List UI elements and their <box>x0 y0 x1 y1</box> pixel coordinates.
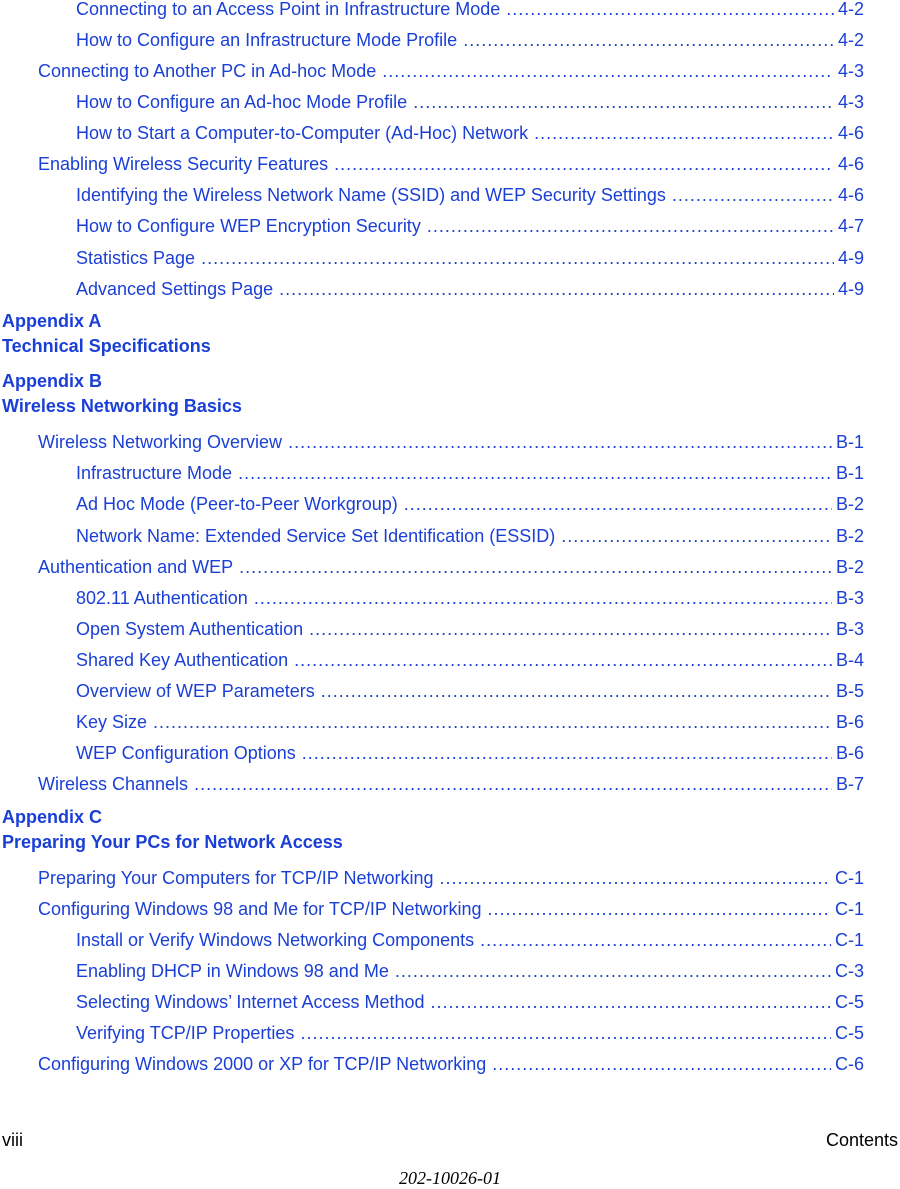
toc-entry-page: B-1 <box>835 463 864 483</box>
toc-entry-title: How to Configure an Infrastructure Mode Profile <box>76 30 458 50</box>
dot-leader <box>334 152 834 176</box>
toc-entry-title: How to Start a Computer-to-Computer (Ad-Hoc) Network <box>76 123 529 143</box>
toc-entry-title: How to Configure WEP Encryption Security <box>76 216 421 236</box>
appendix-label: Appendix C <box>2 807 103 827</box>
toc-entry-title: Enabling DHCP in Windows 98 and Me <box>76 961 389 981</box>
toc-entry[interactable] <box>76 121 864 145</box>
toc-entry[interactable] <box>76 183 864 207</box>
dot-leader <box>153 710 832 734</box>
toc-entry-page: B-3 <box>835 588 864 608</box>
toc-entry[interactable] <box>76 277 864 301</box>
footer-section-name: Contents <box>825 1130 898 1150</box>
toc-entry-page: C-1 <box>834 930 864 950</box>
toc-entry-page: B-5 <box>835 681 864 701</box>
toc-entry-page: 4-2 <box>837 30 864 50</box>
toc-entry[interactable] <box>76 492 864 516</box>
dot-leader <box>300 1021 831 1045</box>
toc-entry-title: WEP Configuration Options <box>76 743 296 763</box>
toc-entry[interactable] <box>76 928 864 952</box>
dot-leader <box>440 866 831 890</box>
dot-leader <box>488 897 831 921</box>
appendix-title: Preparing Your PCs for Network Access <box>2 832 343 852</box>
toc-entry-title: Wireless Channels <box>38 774 189 794</box>
toc-entry[interactable] <box>38 1052 864 1076</box>
toc-entry[interactable] <box>38 152 864 176</box>
toc-entry[interactable] <box>76 214 864 238</box>
toc-entry-page: B-2 <box>835 557 864 577</box>
dot-leader <box>395 959 831 983</box>
toc-entry-title: Key Size <box>76 712 148 732</box>
toc-entry[interactable] <box>76 679 864 703</box>
toc-entry[interactable] <box>76 28 864 52</box>
toc-entry-title: Selecting Windows’ Internet Access Method <box>76 992 425 1012</box>
toc-entry-title: Install or Verify Windows Networking Components <box>76 930 475 950</box>
appendix-label: Appendix B <box>2 371 103 391</box>
toc-entry-page: 4-7 <box>837 216 864 236</box>
toc-entry[interactable] <box>76 741 864 765</box>
appendix-b-heading[interactable] <box>2 369 242 419</box>
dot-leader <box>239 555 832 579</box>
toc-entry-title: Wireless Networking Overview <box>38 432 283 452</box>
toc-entry-page: B-3 <box>835 619 864 639</box>
toc-entry-title: Enabling Wireless Security Features <box>38 154 329 174</box>
dot-leader <box>480 928 831 952</box>
toc-entry-title: Configuring Windows 2000 or XP for TCP/IP Networking <box>38 1054 487 1074</box>
toc-entry-page: 4-3 <box>837 92 864 112</box>
toc-entry[interactable] <box>38 59 864 83</box>
toc-entry-title: Identifying the Wireless Network Name (SSID) and WEP Security Settings <box>76 185 666 205</box>
toc-entry-title: Preparing Your Computers for TCP/IP Networking <box>38 868 434 888</box>
toc-entry-page: B-6 <box>835 712 864 732</box>
toc-entry[interactable] <box>76 990 864 1014</box>
toc-entry-title: Statistics Page <box>76 248 196 268</box>
dot-leader <box>534 121 834 145</box>
toc-entry-title: Verifying TCP/IP Properties <box>76 1023 295 1043</box>
toc-entry-page: B-6 <box>835 743 864 763</box>
toc-entry-page: C-1 <box>834 899 864 919</box>
toc-entry[interactable] <box>76 246 864 270</box>
toc-entry-page: C-3 <box>834 961 864 981</box>
toc-entry-title: Authentication and WEP <box>38 557 234 577</box>
toc-entry-title: Connecting to Another PC in Ad-hoc Mode <box>38 61 377 81</box>
toc-entry-title: Infrastructure Mode <box>76 463 233 483</box>
dot-leader <box>431 990 831 1014</box>
toc-entry-title: Advanced Settings Page <box>76 279 274 299</box>
toc-entry[interactable] <box>76 959 864 983</box>
dot-leader <box>561 524 832 548</box>
appendix-title: Wireless Networking Basics <box>2 396 242 416</box>
toc-entry-page: C-1 <box>834 868 864 888</box>
toc-entry[interactable] <box>38 430 864 454</box>
toc-entry[interactable] <box>38 772 864 796</box>
toc-entry-page: B-4 <box>835 650 864 670</box>
appendix-label: Appendix A <box>2 311 102 331</box>
toc-entry[interactable] <box>76 586 864 610</box>
toc-entry-page: 4-9 <box>837 248 864 268</box>
toc-entry-page: 4-6 <box>837 123 864 143</box>
toc-entry-title: How to Configure an Ad-hoc Mode Profile <box>76 92 408 112</box>
toc-entry-title: 802.11 Authentication <box>76 588 248 608</box>
toc-entry-title: Shared Key Authentication <box>76 650 289 670</box>
toc-entry[interactable] <box>38 555 864 579</box>
toc-entry-page: C-6 <box>834 1054 864 1074</box>
toc-entry-title: Connecting to an Access Point in Infrastructure Mode <box>76 0 501 19</box>
footer-document-code: 202-10026-01 <box>399 1168 501 1188</box>
dot-leader <box>294 648 832 672</box>
dot-leader <box>404 492 832 516</box>
toc-entry-page: B-2 <box>835 526 864 546</box>
dot-leader <box>309 617 832 641</box>
toc-entry[interactable] <box>76 524 864 548</box>
toc-entry-title: Overview of WEP Parameters <box>76 681 315 701</box>
appendix-a-heading[interactable] <box>2 309 211 359</box>
toc-entry[interactable] <box>76 0 864 21</box>
toc-entry[interactable] <box>38 897 864 921</box>
toc-entry-page: B-1 <box>835 432 864 452</box>
toc-entry-page: C-5 <box>834 992 864 1012</box>
toc-entry-title: Network Name: Extended Service Set Identification (ESSID) <box>76 526 556 546</box>
toc-entry-title: Configuring Windows 98 and Me for TCP/IP Networking <box>38 899 482 919</box>
toc-entry[interactable] <box>76 617 864 641</box>
toc-entry[interactable] <box>76 90 864 114</box>
dot-leader <box>427 214 834 238</box>
footer-page-number: viii <box>2 1130 23 1150</box>
toc-entry[interactable] <box>76 461 864 485</box>
dot-leader <box>201 246 834 270</box>
toc-entry-page: 4-6 <box>837 185 864 205</box>
dot-leader <box>194 772 832 796</box>
dot-leader <box>288 430 832 454</box>
toc-entry[interactable] <box>76 710 864 734</box>
toc-entry-page: 4-3 <box>837 61 864 81</box>
appendix-c-heading[interactable] <box>2 805 343 855</box>
dot-leader <box>238 461 832 485</box>
toc-entry[interactable] <box>76 1021 864 1045</box>
dot-leader <box>492 1052 831 1076</box>
toc-entry-title: Ad Hoc Mode (Peer-to-Peer Workgroup) <box>76 494 398 514</box>
dot-leader <box>413 90 834 114</box>
dot-leader <box>321 679 832 703</box>
appendix-title: Technical Specifications <box>2 336 211 356</box>
toc-entry-title: Open System Authentication <box>76 619 304 639</box>
toc-entry[interactable] <box>38 866 864 890</box>
dot-leader <box>463 28 834 52</box>
toc-entry-page: 4-9 <box>837 279 864 299</box>
dot-leader <box>672 183 834 207</box>
toc-entry-page: 4-6 <box>837 154 864 174</box>
toc-entry-page: B-2 <box>835 494 864 514</box>
dot-leader <box>506 0 834 21</box>
toc-entry-page: 4-2 <box>837 0 864 19</box>
toc-entry[interactable] <box>76 648 864 672</box>
dot-leader <box>382 59 834 83</box>
toc-entry-page: C-5 <box>834 1023 864 1043</box>
dot-leader <box>279 277 834 301</box>
dot-leader <box>254 586 832 610</box>
dot-leader <box>302 741 832 765</box>
toc-entry-page: B-7 <box>835 774 864 794</box>
